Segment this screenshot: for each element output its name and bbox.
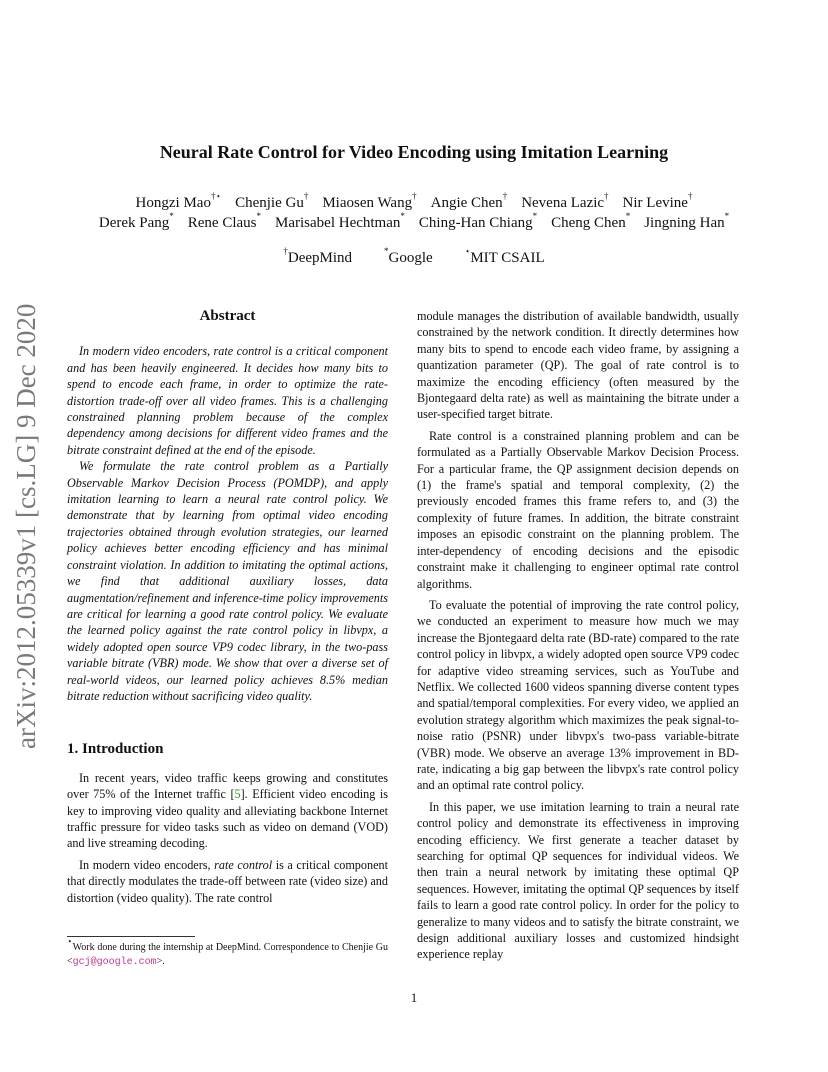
author-affiliation-mark: * (532, 211, 538, 221)
author-name: Cheng Chen* (551, 211, 631, 231)
paper-title: Neural Rate Control for Video Encoding using Imitation Learning (159, 142, 669, 162)
affiliation-mark: † (283, 246, 288, 256)
author-affiliation-mark: † (604, 191, 609, 201)
affiliation-mark: * (384, 246, 389, 256)
intro-paragraph (67, 857, 388, 906)
affiliation: ⋆MIT CSAIL (464, 246, 545, 266)
affiliation: †DeepMind (283, 246, 353, 266)
author-name: Chenjie Gu† (235, 191, 309, 211)
author-affiliation-mark: †⋆ (210, 191, 222, 201)
footnote-mark: ⋆ (67, 935, 73, 946)
author-name: Nevena Lazic† (521, 191, 609, 211)
author-name: Marisabel Hechtman* (275, 211, 405, 231)
author-name: Hongzi Mao†⋆ (135, 191, 222, 211)
right-column (417, 308, 739, 968)
body-paragraph: To evaluate the potential of improving the rate control policy, we conducted an experiment to measure how much we may increase the Bjontegaard delta rate (BD-rate) compared to the rate control policy in libvpx, a widely adopted open source VP9 codec for adaptive video streaming services, such as YouTube and Netflix. We collected 1600 videos spanning diverse content types and spatial/temporal complexities. For every video, we applied an evolution strategy algorithm which maximizes the peak signal-to-noise ratio (PSNR) under libvpx's two-pass variable-bitrate (VBR) mode. We observe an average 13% improvement in BD-rate, indicating a big gap between the libvpx's rate control policy and an optimal rate control policy. (417, 597, 739, 793)
abstract-paragraph: In modern video encoders, rate control is a critical component and has been heavily engineered. It decides how many bits to spend to encode each frame, in order to optimize the rate-distortion trade-off over all video frames. This is a challenging constrained planning problem because of the complex dependency among decisions for different video frames and the bitrate constraint defined at the end of the episode. (67, 344, 388, 457)
emphasis-rate-control: rate control (214, 857, 273, 872)
author-row-2 (0, 213, 828, 233)
author-affiliation-mark: † (502, 191, 508, 201)
footnote-text: Work done during the internship at DeepMind. Correspondence to Chenjie Gu < (67, 942, 388, 967)
author-affiliation-mark: † (412, 191, 417, 201)
author-name: Derek Pang* (98, 211, 174, 231)
introduction-body (67, 770, 388, 906)
intro-text: ]. Efficient video encoding is key to improving video quality and alleviating backbone Internet traffic pressure for video tasks such as video on demand (VOD) and live streaming decoding. (67, 787, 388, 851)
author-name: Rene Claus* (187, 211, 262, 231)
author-affiliation-mark: * (625, 211, 631, 221)
affiliation: *Google (384, 246, 433, 266)
body-paragraph: In this paper, we use imitation learning to train a neural rate control policy and demonstrate its effectiveness in improving encoding efficiency. We first generate a teacher dataset by searching for optimal QP sequences for individual videos. We then train a neural network by imitating these optimal QP sequences. However, imitating the optimal QP sequences by itself fails to learn a good rate control policy. In order for the policy to generalize to many videos and to satisfy the bitrate constraint, we design additional auxiliary losses and customized hindsight experience replay (417, 799, 739, 962)
page-number: 1 (410, 990, 418, 1005)
author-affiliation-mark: † (687, 191, 693, 201)
author-name: Ching-Han Chiang* (418, 211, 538, 231)
author-affiliation-mark: * (169, 211, 174, 221)
footnote-end: >. (156, 956, 165, 967)
abstract (67, 343, 388, 704)
author-name: Nir Levine† (622, 191, 693, 211)
abstract-paragraph: We formulate the rate control problem as a Partially Observable Markov Decision Process (POMDP), and apply imitation learning to learn a neural rate control policy. We demonstrate that by learning from optimal video encoding trajectories obtained through evolution strategies, our learned policy achieves better encoding efficiency and has minimal constraint violation. In addition to imitating the optimal actions, we find that additional auxiliary losses, data augmentation/refinement and inference-time policy improvements are critical for learning a good rate control policy. We evaluate the learned policy against the rate control policy in libvpx, a widely adopted open source VP9 codec library, in the two-pass variable bitrate (VBR) mode. We show that over a diverse set of real-world videos, our learned policy achieves 8.5% median bitrate reduction without sacrificing video quality. (67, 459, 388, 703)
footnote-divider (67, 936, 195, 937)
footnote (67, 935, 388, 970)
author-affiliation-mark: * (724, 211, 730, 221)
author-name: Miaosen Wang† (322, 191, 417, 211)
section-heading-introduction: 1. Introduction (67, 741, 164, 758)
intro-paragraph (67, 770, 388, 852)
body-paragraph: Rate control is a constrained planning problem and can be formulated as a Partially Observable Markov Decision Process. For a particular frame, the QP assignment decision depends on (1) the frame's spatial and temporal complexity, (2) the previously encoded frames this frame refers to, and (3) the complexity of future frames. In addition, the bitrate constraint imposes an episodic constraint on the planning problem. The inter-dependency of encoding decisions and the episodic constraint make it challenging to engineer optimal rate control algorithms. (417, 428, 739, 591)
arxiv-identifier: arXiv:2012.05339v1 [cs.LG] 9 Dec 2020 (11, 303, 41, 749)
author-row-1 (0, 193, 828, 213)
author-affiliation-mark: † (303, 191, 309, 201)
author-affiliation-mark: * (256, 211, 262, 221)
author-list (0, 193, 828, 233)
affiliation-mark: ⋆ (464, 246, 471, 256)
email-link[interactable]: gcj@google.com (72, 957, 157, 968)
intro-text: In recent years, video traffic keeps growing and constitutes over 75% of the Internet traffic [ (67, 770, 388, 802)
body-paragraph: module manages the distribution of available bandwidth, usually constrained by the network condition. It directly determines how many bits to spend to encode each video frame, by assigning a quantization parameter (QP). The goal of rate control is to maximize the encoding efficiency (often measured by the Bjontegaard delta rate) as well as maintaining the bitrate under a user-specified target bitrate. (417, 309, 739, 422)
affiliations (0, 246, 828, 267)
intro-text: is a critical component that directly modulates the trade-off between rate (video size) and distortion (video quality). The rate control (67, 857, 388, 905)
left-column (67, 300, 388, 911)
citation-link[interactable]: 5 (234, 787, 241, 802)
intro-text: In modern video encoders, (79, 857, 215, 872)
abstract-heading: Abstract (199, 308, 256, 324)
author-affiliation-mark: * (400, 211, 405, 221)
author-name: Jingning Han* (644, 211, 730, 231)
author-name: Angie Chen† (430, 191, 508, 211)
